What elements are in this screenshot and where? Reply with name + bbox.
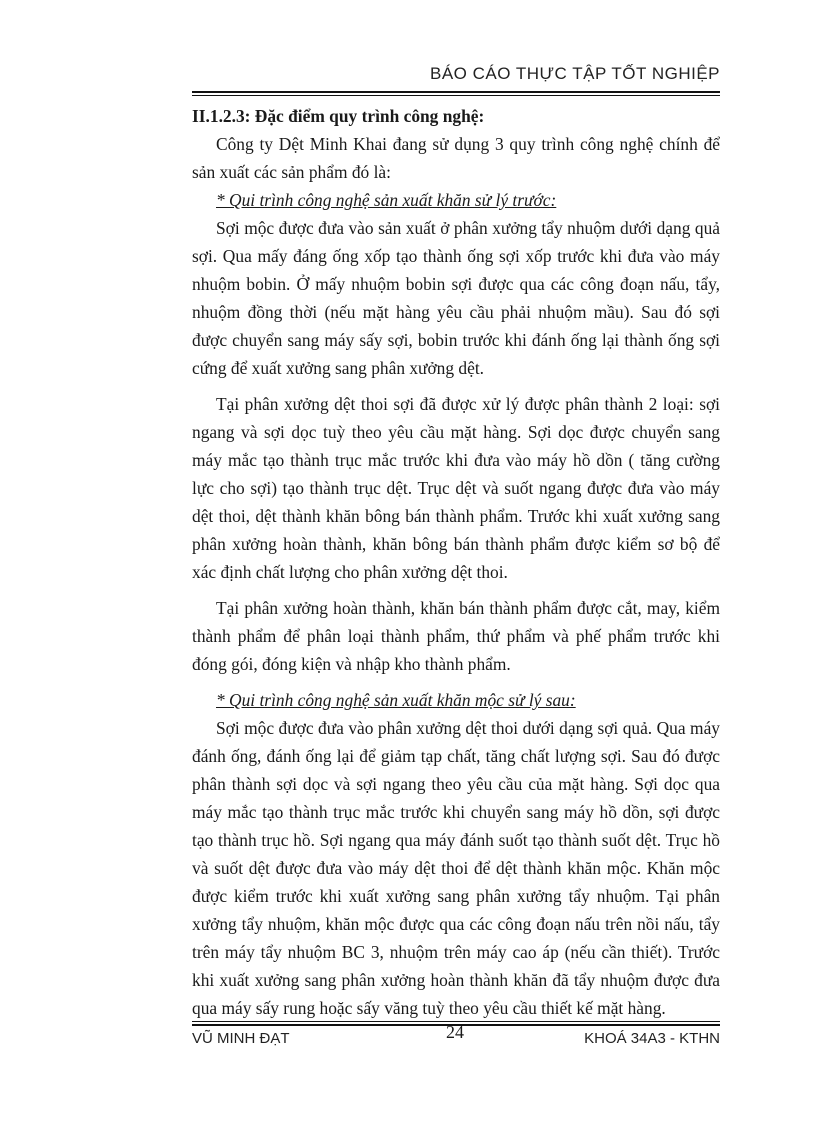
section-heading: II.1.2.3: Đặc điểm quy trình công nghệ: [192,106,485,126]
page-number: 24 [446,1022,464,1042]
process1-paragraph-2: Tại phân xưởng dệt thoi sợi đã được xử lý được phân thành 2 loại: sợi ngang và sợi dọc tuỳ theo yêu cầu mặt hàng. Sợi dọc được chuyển sang máy mắc tạo thành trục mắc trước khi đưa vào máy hồ dồn ( tăng cường lực cho sợi) tạo thành trục dệt. Trục dệt và suốt ngang được đưa vào máy dệt thoi, dệt thành khăn bông bán thành phẩm. Trước khi xuất xưởng sang phân xưởng hoàn thành, khăn bông bán thành phẩm được kiểm sơ bộ để xác định chất lượng cho phân xưởng dệt thoi. [192,394,720,582]
header-rule [192,91,720,93]
process1-paragraph-3: Tại phân xưởng hoàn thành, khăn bán thành phẩm được cắt, may, kiểm thành phẩm để phân loại thành phẩm, thứ phẩm và phế phẩm trước khi đóng gói, đóng kiện và nhập kho thành phẩm. [192,598,720,674]
process1-paragraph-1: Sợi mộc được đưa vào sản xuất ở phân xưởng tẩy nhuộm dưới dạng quả sợi. Qua mấy đáng ống xốp tạo thành ống sợi xốp trước khi đưa vào máy nhuộm bobin. Ở mấy nhuộm bobin sợi được qua các công đoạn nấu, tẩy, nhuộm đồng thời (nếu mặt hàng yêu cầu phải nhuộm mầu). Sau đó sợi được chuyển sang máy sấy sợi, bobin trước khi đánh ống lại thành ống sợi cứng để xuất xưởng sang phân xưởng dệt. [192,218,720,378]
process2-title: * Qui trình công nghệ sản xuất khăn mộc sử lý sau: [216,690,576,710]
footer-class: KHOÁ 34A3 - KTHN [584,1030,720,1047]
header-rule-thin [192,95,720,96]
process2-paragraph-1: Sợi mộc được đưa vào phân xưởng dệt thoi dưới dạng sợi quả. Qua máy đánh ống, đánh ống lại để giảm tạp chất, tăng chất lượng sợi. Sau đó được phân thành sợi dọc và sợi ngang theo yêu cầu của mặt hàng. Sợi dọc qua máy mắc tạo thành trục mắc trước khi chuyển sang máy hồ dồn, sợi được tạo thành trục hồ. Sợi ngang qua máy đánh suốt tạo thành suốt dệt. Trục hồ và suốt dệt được đưa vào máy dệt thoi để dệt thành khăn mộc. Khăn mộc được kiểm trước khi xuất xưởng sang phân xưởng tẩy nhuộm. Tại phân xưởng tẩy nhuộm, khăn mộc được qua các công đoạn nấu trên nồi nấu, tẩy trên máy tẩy nhuộm BC 3, nhuộm trên máy cao áp (nếu cần thiết). Trước khi xuất xưởng sang phân xưởng hoàn thành khăn đã tẩy nhuộm được đưa qua máy sấy rung hoặc sấy văng tuỳ theo yêu cầu thiết kế mặt hàng. [192,718,720,1018]
page-content [192,102,720,1022]
process1-title: * Qui trình công nghệ sản xuất khăn sử lý trước: [216,190,557,210]
running-header-title: BÁO CÁO THỰC TẬP TỐT NGHIỆP [429,64,720,83]
footer-author: VŨ MINH ĐẠT [192,1030,290,1047]
intro-paragraph: Công ty Dệt Minh Khai đang sử dụng 3 quy trình công nghệ chính để sản xuất các sản phẩm đó là: [192,134,720,182]
